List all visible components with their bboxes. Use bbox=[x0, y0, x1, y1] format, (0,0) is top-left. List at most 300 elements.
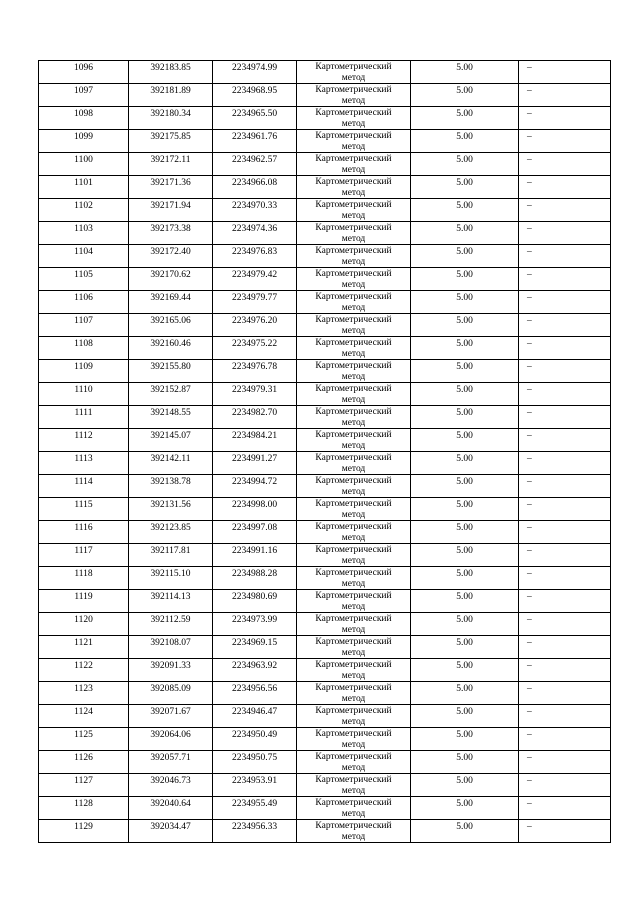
y-coordinate-cell bbox=[213, 130, 297, 153]
method-cell bbox=[297, 222, 411, 245]
method-line-2: метод bbox=[341, 785, 366, 796]
table-row bbox=[39, 383, 611, 406]
point-number-text: 1127 bbox=[74, 776, 93, 786]
note-text: – bbox=[527, 661, 532, 671]
y-coordinate-cell bbox=[213, 682, 297, 705]
accuracy-text: 5.00 bbox=[456, 454, 473, 464]
accuracy-text: 5.00 bbox=[456, 615, 473, 625]
x-coordinate-text: 392183.85 bbox=[150, 63, 191, 73]
x-coordinate-text: 392114.13 bbox=[150, 592, 191, 602]
y-coordinate-text: 2234976.83 bbox=[231, 247, 278, 257]
method-line-2: метод bbox=[341, 72, 366, 83]
table-row bbox=[39, 84, 611, 107]
method-line-1: Картометрический bbox=[315, 752, 392, 762]
point-number-text: 1128 bbox=[74, 799, 93, 809]
point-number-cell bbox=[39, 383, 129, 406]
y-coordinate-cell bbox=[213, 61, 297, 84]
method-line-2: метод bbox=[341, 486, 366, 497]
y-coordinate-text: 2234953.91 bbox=[231, 776, 278, 786]
accuracy-text: 5.00 bbox=[456, 799, 473, 809]
x-coordinate-text: 392142.11 bbox=[150, 454, 191, 464]
accuracy-text: 5.00 bbox=[456, 408, 473, 418]
table-row bbox=[39, 314, 611, 337]
table-row bbox=[39, 498, 611, 521]
method-cell bbox=[297, 176, 411, 199]
x-coordinate-cell bbox=[129, 521, 213, 544]
method-line-1: Картометрический bbox=[315, 430, 392, 440]
accuracy-text: 5.00 bbox=[456, 822, 473, 832]
method-line-1: Картометрический bbox=[315, 269, 392, 279]
point-number-text: 1126 bbox=[74, 753, 93, 763]
accuracy-text: 5.00 bbox=[456, 86, 473, 96]
y-coordinate-cell bbox=[213, 337, 297, 360]
method-line-2: метод bbox=[341, 555, 366, 566]
accuracy-cell bbox=[411, 429, 519, 452]
table-row bbox=[39, 521, 611, 544]
table-row bbox=[39, 797, 611, 820]
method-line-2: метод bbox=[341, 670, 366, 681]
accuracy-cell bbox=[411, 751, 519, 774]
accuracy-text: 5.00 bbox=[456, 707, 473, 717]
method-line-1: Картометрический bbox=[315, 775, 392, 785]
accuracy-text: 5.00 bbox=[456, 132, 473, 142]
point-number-text: 1109 bbox=[74, 362, 93, 372]
y-coordinate-text: 2234956.33 bbox=[231, 822, 278, 832]
accuracy-text: 5.00 bbox=[456, 638, 473, 648]
method-cell bbox=[297, 337, 411, 360]
note-cell bbox=[519, 130, 611, 153]
point-number-text: 1100 bbox=[74, 155, 93, 165]
method-line-1: Картометрический bbox=[315, 821, 392, 831]
note-text: – bbox=[527, 385, 532, 395]
accuracy-text: 5.00 bbox=[456, 247, 473, 257]
accuracy-cell bbox=[411, 268, 519, 291]
accuracy-cell bbox=[411, 360, 519, 383]
point-number-cell bbox=[39, 245, 129, 268]
y-coordinate-text: 2234962.57 bbox=[231, 155, 278, 165]
x-coordinate-cell bbox=[129, 774, 213, 797]
x-coordinate-cell bbox=[129, 429, 213, 452]
method-line-1: Картометрический bbox=[315, 177, 392, 187]
x-coordinate-cell bbox=[129, 360, 213, 383]
x-coordinate-text: 392040.64 bbox=[150, 799, 191, 809]
accuracy-text: 5.00 bbox=[456, 224, 473, 234]
accuracy-cell bbox=[411, 291, 519, 314]
accuracy-text: 5.00 bbox=[456, 109, 473, 119]
note-text: – bbox=[527, 155, 532, 165]
x-coordinate-cell bbox=[129, 452, 213, 475]
note-text: – bbox=[527, 730, 532, 740]
accuracy-text: 5.00 bbox=[456, 316, 473, 326]
point-number-text: 1113 bbox=[74, 454, 93, 464]
note-text: – bbox=[527, 615, 532, 625]
note-text: – bbox=[527, 799, 532, 809]
note-cell bbox=[519, 682, 611, 705]
method-cell bbox=[297, 452, 411, 475]
x-coordinate-cell bbox=[129, 751, 213, 774]
method-cell bbox=[297, 682, 411, 705]
note-cell bbox=[519, 820, 611, 843]
method-line-2: метод bbox=[341, 532, 366, 543]
y-coordinate-cell bbox=[213, 820, 297, 843]
y-coordinate-cell bbox=[213, 245, 297, 268]
x-coordinate-cell bbox=[129, 567, 213, 590]
table-row bbox=[39, 636, 611, 659]
method-cell bbox=[297, 107, 411, 130]
y-coordinate-text: 2234974.99 bbox=[231, 63, 278, 73]
x-coordinate-text: 392181.89 bbox=[150, 86, 191, 96]
method-line-2: метод bbox=[341, 624, 366, 635]
table-row bbox=[39, 613, 611, 636]
accuracy-text: 5.00 bbox=[456, 155, 473, 165]
y-coordinate-cell bbox=[213, 222, 297, 245]
method-cell bbox=[297, 360, 411, 383]
method-cell bbox=[297, 498, 411, 521]
x-coordinate-text: 392091.33 bbox=[150, 661, 191, 671]
method-line-2: метод bbox=[341, 808, 366, 819]
x-coordinate-text: 392131.56 bbox=[150, 500, 191, 510]
point-number-cell bbox=[39, 153, 129, 176]
note-cell bbox=[519, 314, 611, 337]
y-coordinate-cell bbox=[213, 613, 297, 636]
x-coordinate-cell bbox=[129, 107, 213, 130]
point-number-cell bbox=[39, 291, 129, 314]
method-line-1: Картометрический bbox=[315, 384, 392, 394]
accuracy-cell bbox=[411, 383, 519, 406]
method-cell bbox=[297, 567, 411, 590]
point-number-text: 1097 bbox=[74, 86, 93, 96]
y-coordinate-text: 2234984.21 bbox=[231, 431, 278, 441]
method-cell bbox=[297, 383, 411, 406]
table-row bbox=[39, 406, 611, 429]
point-number-text: 1107 bbox=[74, 316, 93, 326]
method-line-2: метод bbox=[341, 371, 366, 382]
method-cell bbox=[297, 636, 411, 659]
accuracy-cell bbox=[411, 774, 519, 797]
point-number-cell bbox=[39, 590, 129, 613]
y-coordinate-text: 2234973.99 bbox=[231, 615, 278, 625]
point-number-cell bbox=[39, 521, 129, 544]
x-coordinate-text: 392071.67 bbox=[150, 707, 191, 717]
note-text: – bbox=[527, 293, 532, 303]
accuracy-cell bbox=[411, 544, 519, 567]
method-line-1: Картометрический bbox=[315, 637, 392, 647]
table-row bbox=[39, 820, 611, 843]
method-cell bbox=[297, 61, 411, 84]
note-cell bbox=[519, 452, 611, 475]
point-number-cell bbox=[39, 705, 129, 728]
point-number-cell bbox=[39, 222, 129, 245]
method-line-2: метод bbox=[341, 325, 366, 336]
x-coordinate-cell bbox=[129, 176, 213, 199]
accuracy-text: 5.00 bbox=[456, 339, 473, 349]
table-row bbox=[39, 659, 611, 682]
note-cell bbox=[519, 475, 611, 498]
point-number-cell bbox=[39, 360, 129, 383]
method-line-2: метод bbox=[341, 141, 366, 152]
method-line-2: метод bbox=[341, 647, 366, 658]
method-line-1: Картометрический bbox=[315, 614, 392, 624]
y-coordinate-cell bbox=[213, 774, 297, 797]
method-line-1: Картометрический bbox=[315, 729, 392, 739]
y-coordinate-text: 2234980.69 bbox=[231, 592, 278, 602]
point-number-text: 1101 bbox=[74, 178, 93, 188]
note-text: – bbox=[527, 477, 532, 487]
point-number-text: 1115 bbox=[74, 500, 93, 510]
y-coordinate-cell bbox=[213, 176, 297, 199]
method-line-2: метод bbox=[341, 762, 366, 773]
note-text: – bbox=[527, 684, 532, 694]
table-row bbox=[39, 222, 611, 245]
note-cell bbox=[519, 61, 611, 84]
table-row bbox=[39, 452, 611, 475]
note-cell bbox=[519, 337, 611, 360]
accuracy-text: 5.00 bbox=[456, 270, 473, 280]
method-line-2: метод bbox=[341, 348, 366, 359]
y-coordinate-text: 2234946.47 bbox=[231, 707, 278, 717]
method-line-2: метод bbox=[341, 164, 366, 175]
accuracy-cell bbox=[411, 130, 519, 153]
note-text: – bbox=[527, 822, 532, 832]
x-coordinate-cell bbox=[129, 613, 213, 636]
note-cell bbox=[519, 728, 611, 751]
method-cell bbox=[297, 728, 411, 751]
method-line-1: Картометрический bbox=[315, 361, 392, 371]
method-cell bbox=[297, 590, 411, 613]
method-cell bbox=[297, 521, 411, 544]
point-number-cell bbox=[39, 475, 129, 498]
accuracy-cell bbox=[411, 659, 519, 682]
table-row bbox=[39, 291, 611, 314]
method-line-2: метод bbox=[341, 509, 366, 520]
note-cell bbox=[519, 107, 611, 130]
y-coordinate-cell bbox=[213, 567, 297, 590]
method-line-2: метод bbox=[341, 601, 366, 612]
x-coordinate-text: 392165.06 bbox=[150, 316, 191, 326]
point-number-text: 1119 bbox=[74, 592, 93, 602]
point-number-cell bbox=[39, 268, 129, 291]
y-coordinate-cell bbox=[213, 314, 297, 337]
method-line-1: Картометрический bbox=[315, 292, 392, 302]
table-row bbox=[39, 176, 611, 199]
table-row bbox=[39, 728, 611, 751]
x-coordinate-cell bbox=[129, 475, 213, 498]
note-cell bbox=[519, 521, 611, 544]
method-line-2: метод bbox=[341, 693, 366, 704]
method-line-2: метод bbox=[341, 739, 366, 750]
note-cell bbox=[519, 636, 611, 659]
method-line-2: метод bbox=[341, 118, 366, 129]
method-cell bbox=[297, 544, 411, 567]
x-coordinate-cell bbox=[129, 84, 213, 107]
point-number-cell bbox=[39, 176, 129, 199]
note-text: – bbox=[527, 546, 532, 556]
note-text: – bbox=[527, 454, 532, 464]
method-cell bbox=[297, 199, 411, 222]
note-text: – bbox=[527, 707, 532, 717]
table-row bbox=[39, 544, 611, 567]
note-cell bbox=[519, 360, 611, 383]
method-cell bbox=[297, 797, 411, 820]
y-coordinate-cell bbox=[213, 452, 297, 475]
x-coordinate-cell bbox=[129, 314, 213, 337]
note-cell bbox=[519, 291, 611, 314]
point-number-cell bbox=[39, 61, 129, 84]
x-coordinate-cell bbox=[129, 636, 213, 659]
method-line-2: метод bbox=[341, 187, 366, 198]
x-coordinate-cell bbox=[129, 130, 213, 153]
x-coordinate-text: 392155.80 bbox=[150, 362, 191, 372]
y-coordinate-text: 2234976.20 bbox=[231, 316, 278, 326]
x-coordinate-text: 392117.81 bbox=[150, 546, 191, 556]
method-cell bbox=[297, 153, 411, 176]
table-row bbox=[39, 682, 611, 705]
y-coordinate-text: 2234970.33 bbox=[231, 201, 278, 211]
point-number-cell bbox=[39, 682, 129, 705]
method-line-2: метод bbox=[341, 95, 366, 106]
point-number-cell bbox=[39, 130, 129, 153]
note-cell bbox=[519, 153, 611, 176]
y-coordinate-text: 2234994.72 bbox=[231, 477, 278, 487]
point-number-cell bbox=[39, 728, 129, 751]
method-line-2: метод bbox=[341, 394, 366, 405]
x-coordinate-cell bbox=[129, 659, 213, 682]
y-coordinate-text: 2234950.49 bbox=[231, 730, 278, 740]
accuracy-text: 5.00 bbox=[456, 569, 473, 579]
accuracy-text: 5.00 bbox=[456, 362, 473, 372]
note-text: – bbox=[527, 431, 532, 441]
point-number-text: 1102 bbox=[74, 201, 93, 211]
method-cell bbox=[297, 751, 411, 774]
y-coordinate-cell bbox=[213, 728, 297, 751]
y-coordinate-text: 2234979.31 bbox=[231, 385, 278, 395]
note-text: – bbox=[527, 569, 532, 579]
method-line-1: Картометрический bbox=[315, 407, 392, 417]
note-cell bbox=[519, 590, 611, 613]
x-coordinate-text: 392170.62 bbox=[150, 270, 191, 280]
y-coordinate-text: 2234979.42 bbox=[231, 270, 278, 280]
table-row bbox=[39, 751, 611, 774]
y-coordinate-cell bbox=[213, 544, 297, 567]
method-line-2: метод bbox=[341, 831, 366, 842]
method-line-1: Картометрический bbox=[315, 476, 392, 486]
note-cell bbox=[519, 268, 611, 291]
method-line-1: Картометрический bbox=[315, 453, 392, 463]
method-line-1: Картометрический bbox=[315, 706, 392, 716]
accuracy-text: 5.00 bbox=[456, 523, 473, 533]
method-line-1: Картометрический bbox=[315, 315, 392, 325]
y-coordinate-text: 2234950.75 bbox=[231, 753, 278, 763]
point-number-text: 1111 bbox=[74, 408, 93, 418]
point-number-cell bbox=[39, 199, 129, 222]
method-cell bbox=[297, 613, 411, 636]
y-coordinate-text: 2234988.28 bbox=[231, 569, 278, 579]
x-coordinate-text: 392173.38 bbox=[150, 224, 191, 234]
method-line-2: метод bbox=[341, 210, 366, 221]
note-cell bbox=[519, 797, 611, 820]
point-number-cell bbox=[39, 429, 129, 452]
note-text: – bbox=[527, 592, 532, 602]
table-row bbox=[39, 475, 611, 498]
point-number-text: 1110 bbox=[74, 385, 93, 395]
x-coordinate-text: 392171.36 bbox=[150, 178, 191, 188]
accuracy-cell bbox=[411, 498, 519, 521]
method-cell bbox=[297, 659, 411, 682]
y-coordinate-text: 2234991.16 bbox=[231, 546, 278, 556]
method-line-1: Картометрический bbox=[315, 62, 392, 72]
method-line-2: метод bbox=[341, 302, 366, 313]
method-cell bbox=[297, 314, 411, 337]
table-row bbox=[39, 429, 611, 452]
table-row bbox=[39, 153, 611, 176]
y-coordinate-cell bbox=[213, 429, 297, 452]
accuracy-text: 5.00 bbox=[456, 431, 473, 441]
y-coordinate-cell bbox=[213, 475, 297, 498]
method-line-1: Картометрический bbox=[315, 683, 392, 693]
note-text: – bbox=[527, 247, 532, 257]
y-coordinate-text: 2234976.78 bbox=[231, 362, 278, 372]
point-number-text: 1116 bbox=[74, 523, 93, 533]
method-line-2: метод bbox=[341, 578, 366, 589]
table-row bbox=[39, 360, 611, 383]
method-cell bbox=[297, 475, 411, 498]
point-number-cell bbox=[39, 337, 129, 360]
accuracy-text: 5.00 bbox=[456, 661, 473, 671]
note-cell bbox=[519, 245, 611, 268]
note-text: – bbox=[527, 776, 532, 786]
note-text: – bbox=[527, 523, 532, 533]
method-line-2: метод bbox=[341, 440, 366, 451]
table-row bbox=[39, 199, 611, 222]
accuracy-cell bbox=[411, 176, 519, 199]
x-coordinate-text: 392064.06 bbox=[150, 730, 191, 740]
point-number-cell bbox=[39, 452, 129, 475]
accuracy-cell bbox=[411, 84, 519, 107]
x-coordinate-cell bbox=[129, 705, 213, 728]
note-cell bbox=[519, 544, 611, 567]
accuracy-text: 5.00 bbox=[456, 63, 473, 73]
note-cell bbox=[519, 751, 611, 774]
method-line-1: Картометрический bbox=[315, 246, 392, 256]
point-number-text: 1106 bbox=[74, 293, 93, 303]
method-line-2: метод bbox=[341, 463, 366, 474]
method-line-1: Картометрический bbox=[315, 499, 392, 509]
note-cell bbox=[519, 567, 611, 590]
x-coordinate-cell bbox=[129, 199, 213, 222]
note-text: – bbox=[527, 362, 532, 372]
accuracy-text: 5.00 bbox=[456, 500, 473, 510]
x-coordinate-cell bbox=[129, 337, 213, 360]
point-number-text: 1114 bbox=[74, 477, 93, 487]
point-number-text: 1120 bbox=[74, 615, 93, 625]
accuracy-cell bbox=[411, 613, 519, 636]
accuracy-cell bbox=[411, 682, 519, 705]
accuracy-cell bbox=[411, 567, 519, 590]
y-coordinate-cell bbox=[213, 291, 297, 314]
method-cell bbox=[297, 705, 411, 728]
accuracy-cell bbox=[411, 222, 519, 245]
table-body bbox=[39, 61, 611, 843]
note-text: – bbox=[527, 270, 532, 280]
point-number-cell bbox=[39, 636, 129, 659]
accuracy-text: 5.00 bbox=[456, 178, 473, 188]
accuracy-cell bbox=[411, 475, 519, 498]
method-line-1: Картометрический bbox=[315, 85, 392, 95]
note-cell bbox=[519, 176, 611, 199]
point-number-text: 1118 bbox=[74, 569, 93, 579]
point-number-cell bbox=[39, 498, 129, 521]
table-row bbox=[39, 245, 611, 268]
